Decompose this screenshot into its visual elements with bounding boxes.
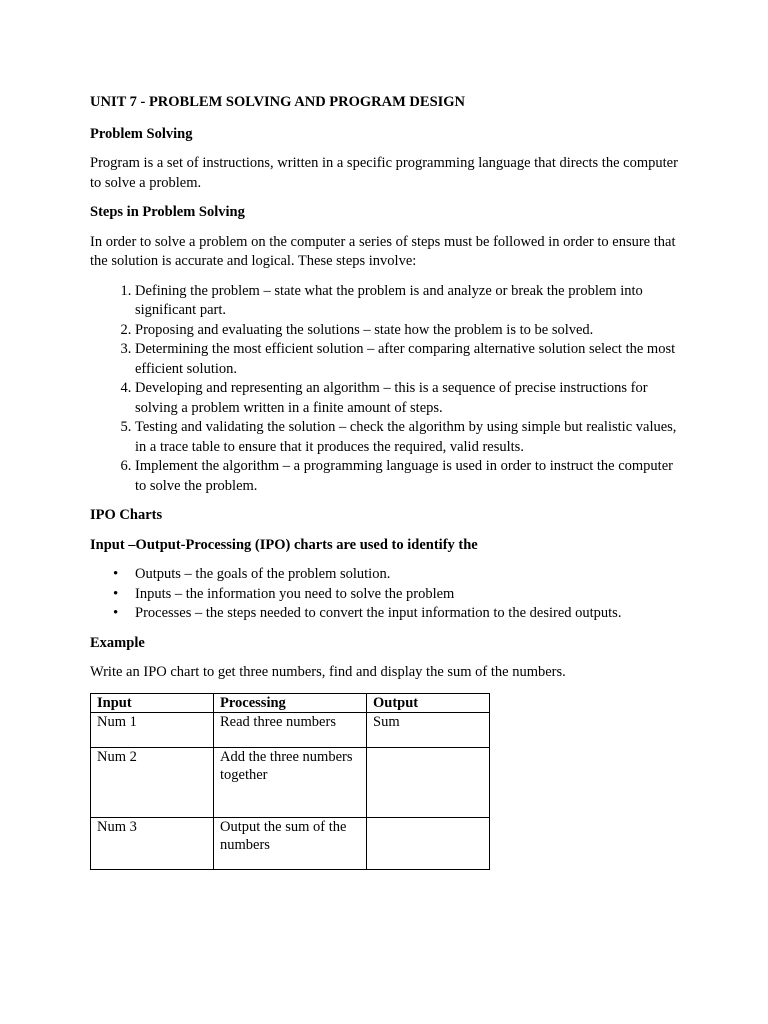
table-row (91, 747, 490, 817)
table-cell: Add the three numbers together (214, 747, 367, 817)
steps-list-item: 4. Developing and representing an algorithm – this is a sequence of precise instructions for solving a problem written in a finite amount of steps. (135, 379, 680, 418)
steps-list-item: 1. Defining the problem – state what the problem is and analyze or break the problem into significant part. (135, 282, 680, 321)
table-cell: Read three numbers (214, 712, 367, 747)
bullet-list-item: • Outputs – the goals of the problem solution. (135, 565, 680, 585)
table-cell: Num 2 (91, 747, 214, 817)
steps-list-item: 3. Determining the most efficient solution – after comparing alternative solution select the most efficient solution. (135, 340, 680, 379)
table-cell: Output the sum of the numbers (214, 817, 367, 869)
table-cell: Num 3 (91, 817, 214, 869)
table-row (91, 712, 490, 747)
steps-list-item: 2. Proposing and evaluating the solutions – state how the problem is to be solved. (135, 321, 680, 341)
document-page (90, 93, 680, 870)
steps-heading: Steps in Problem Solving (90, 204, 245, 220)
bullet-list-item: • Processes – the steps needed to convert the input information to the desired outputs. (135, 604, 680, 624)
table-cell (367, 817, 490, 869)
document-title: UNIT 7 - PROBLEM SOLVING AND PROGRAM DESIGN (90, 94, 466, 110)
table-cell: Num 1 (91, 712, 214, 747)
problem-solving-paragraph: Program is a set of instructions, written in a specific programming language that directs the computer to solve a problem. (90, 155, 678, 191)
ipo-bullet-list (90, 565, 680, 624)
bullet-list-item: • Inputs – the information you need to solve the problem (135, 585, 680, 605)
table-row (91, 817, 490, 869)
steps-list-item: 5. Testing and validating the solution – check the algorithm by using simple but realistic values, in a trace table to ensure that it produces the required, valid results. (135, 418, 680, 457)
problem-solving-heading: Problem Solving (90, 125, 193, 142)
ipo-table (90, 693, 490, 870)
table-header-cell: Output (367, 693, 490, 712)
table-header-cell: Input (91, 693, 214, 712)
steps-list (90, 282, 680, 497)
example-paragraph: Write an IPO chart to get three numbers, find and display the sum of the numbers. (90, 664, 566, 680)
ipo-charts-heading: IPO Charts (90, 507, 163, 523)
table-cell (367, 747, 490, 817)
table-cell: Sum (367, 712, 490, 747)
ipo-charts-subheading: Input –Output-Processing (IPO) charts are used to identify the (90, 536, 478, 553)
example-heading: Example (90, 634, 145, 651)
steps-intro-paragraph: In order to solve a problem on the computer a series of steps must be followed in order to ensure that the solution is accurate and logical. These steps involve: (90, 233, 676, 269)
table-header-cell: Processing (214, 693, 367, 712)
steps-list-item: 6. Implement the algorithm – a programming language is used in order to instruct the computer to solve the problem. (135, 457, 680, 496)
table-header-row (91, 693, 490, 712)
